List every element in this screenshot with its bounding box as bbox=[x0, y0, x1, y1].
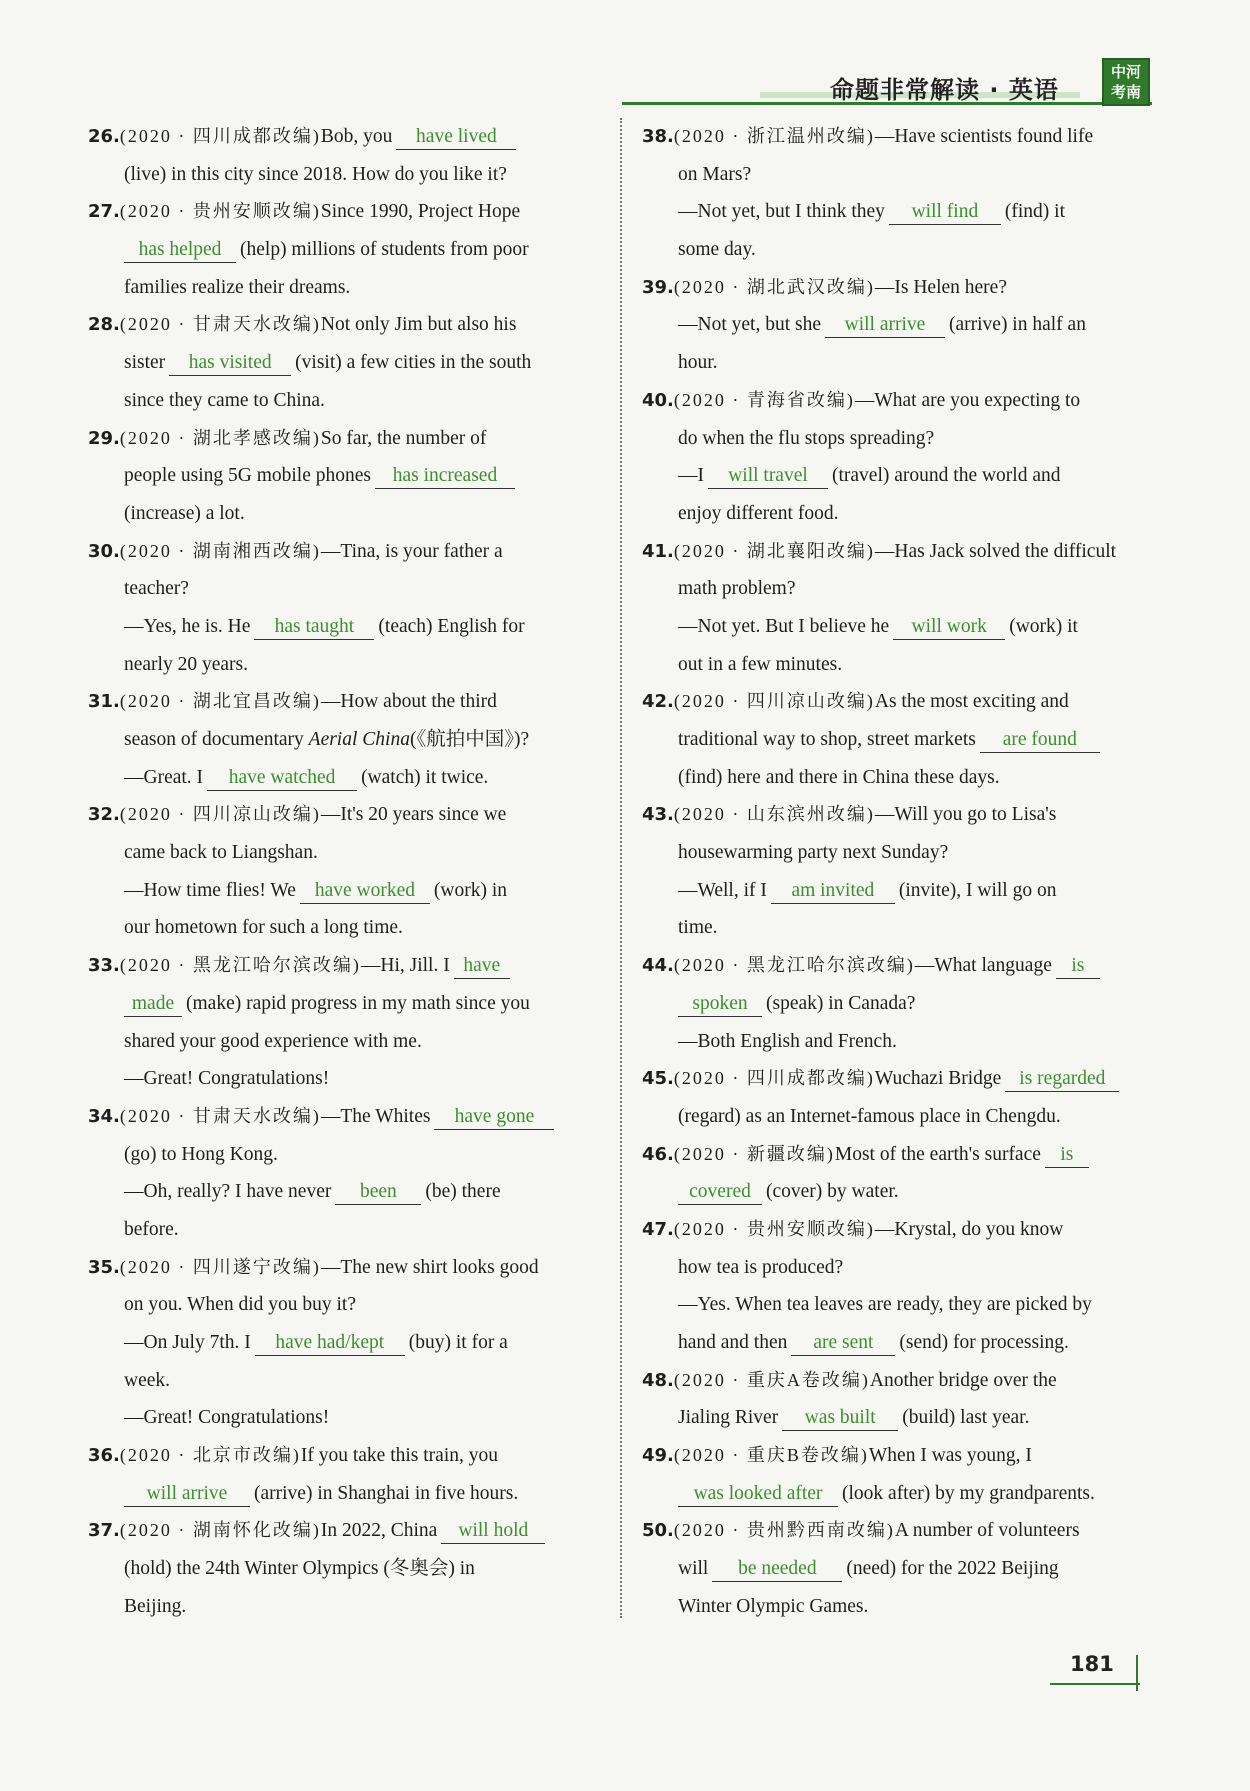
question-29: 29.(2020 · 湖北孝感改编)So far, the number of bbox=[88, 427, 487, 449]
text-line: —On July 7th. I have had/kept (buy) it for a bbox=[88, 1324, 600, 1362]
answer-blank: be needed bbox=[712, 1557, 842, 1582]
answer-blank: have worked bbox=[300, 879, 430, 904]
question-39: 39.(2020 · 湖北武汉改编)—Is Helen here? bbox=[642, 276, 1007, 298]
answer-blank: will work bbox=[893, 615, 1005, 640]
text-line: hand and then are sent (send) for processing. bbox=[642, 1324, 1152, 1362]
answer-blank: covered bbox=[678, 1180, 762, 1205]
text-line: —How time flies! We have worked (work) in bbox=[88, 872, 600, 910]
answer-blank: has increased bbox=[375, 464, 515, 489]
text-line: —Well, if I am invited (invite), I will go on bbox=[642, 872, 1152, 910]
answer-blank: is regarded bbox=[1005, 1067, 1119, 1092]
text-line: before. bbox=[124, 1218, 179, 1240]
text-line: season of documentary Aerial China(《航拍中国》)? bbox=[124, 729, 530, 750]
answer-blank: will travel bbox=[708, 464, 828, 489]
answer-blank: have had/kept bbox=[255, 1331, 405, 1356]
text-line: —Not yet. But I believe he will work (work) it bbox=[642, 608, 1152, 646]
answer-blank: was looked after bbox=[678, 1482, 838, 1507]
page-number: 181 bbox=[1070, 1652, 1114, 1676]
text-line: how tea is produced? bbox=[678, 1256, 844, 1278]
text-line: Beijing. bbox=[124, 1595, 187, 1617]
question-28: 28.(2020 · 甘肃天水改编)Not only Jim but also his bbox=[88, 314, 517, 336]
question-38: 38.(2020 · 浙江温州改编)—Have scientists found life bbox=[642, 126, 1094, 147]
text-line: (find) here and there in China these days. bbox=[678, 766, 1000, 788]
question-32: 32.(2020 · 四川凉山改编)—It's 20 years since we bbox=[88, 804, 507, 826]
text-line: (live) in this city since 2018. How do you like it? bbox=[124, 163, 507, 185]
question-37: 37.(2020 · 湖南怀化改编)In 2022, China will hold bbox=[88, 1512, 600, 1550]
question-40: 40.(2020 · 青海省改编)—What are you expecting to bbox=[642, 389, 1081, 411]
text-line: on Mars? bbox=[678, 163, 752, 185]
question-27: 27.(2020 · 贵州安顺改编)Since 1990, Project Hope bbox=[88, 201, 521, 223]
question-49: 49.(2020 · 重庆B卷改编)When I was young, I bbox=[642, 1445, 1032, 1467]
text-line: —Oh, really? I have never been (be) there bbox=[88, 1173, 600, 1211]
text-line: do when the flu stops spreading? bbox=[678, 427, 935, 449]
text-line: nearly 20 years. bbox=[124, 653, 248, 675]
question-43: 43.(2020 · 山东滨州改编)—Will you go to Lisa's bbox=[642, 804, 1057, 826]
text-line: —I will travel (travel) around the world and bbox=[642, 457, 1152, 495]
answer-blank: been bbox=[335, 1180, 421, 1205]
question-34: 34.(2020 · 甘肃天水改编)—The Whites have gone bbox=[88, 1098, 600, 1136]
answer-blank: will hold bbox=[441, 1519, 545, 1544]
question-31: 31.(2020 · 湖北宜昌改编)—How about the third bbox=[88, 691, 497, 713]
text-line: some day. bbox=[678, 239, 756, 261]
text-line: covered (cover) by water. bbox=[642, 1173, 1152, 1211]
answer-blank: have lived bbox=[396, 125, 516, 150]
question-44: 44.(2020 · 黑龙江哈尔滨改编)—What language is bbox=[642, 947, 1152, 985]
question-45: 45.(2020 · 四川成都改编)Wuchazi Bridge is regarded bbox=[642, 1060, 1152, 1098]
text-line: was looked after (look after) by my grandparents. bbox=[642, 1475, 1152, 1513]
column-divider bbox=[620, 118, 622, 1618]
question-30: 30.(2020 · 湖南湘西改编)—Tina, is your father a bbox=[88, 540, 503, 562]
answer-blank: are found bbox=[980, 728, 1100, 753]
question-26: 26.(2020 · 四川成都改编)Bob, you have lived bbox=[88, 118, 600, 156]
text-line: out in a few minutes. bbox=[678, 653, 843, 675]
answer-blank: will arrive bbox=[124, 1482, 250, 1507]
text-line: spoken (speak) in Canada? bbox=[642, 985, 1152, 1023]
text-line: Jialing River was built (build) last year. bbox=[642, 1399, 1152, 1437]
text-line: traditional way to shop, street markets are found bbox=[642, 721, 1152, 759]
text-line: (regard) as an Internet-famous place in Chengdu. bbox=[678, 1105, 1061, 1127]
answer-blank: is bbox=[1045, 1143, 1089, 1168]
text-line: people using 5G mobile phones has increased bbox=[88, 457, 600, 495]
question-33: 33.(2020 · 黑龙江哈尔滨改编)—Hi, Jill. I have bbox=[88, 947, 600, 985]
text-line: —Yes. When tea leaves are ready, they are picked by bbox=[678, 1294, 1092, 1316]
question-46: 46.(2020 · 新疆改编)Most of the earth's surface is bbox=[642, 1136, 1152, 1174]
text-line: week. bbox=[124, 1369, 171, 1391]
footer-tick bbox=[1136, 1655, 1138, 1691]
question-42: 42.(2020 · 四川凉山改编)As the most exciting and bbox=[642, 691, 1069, 713]
text-line: —Yes, he is. He has taught (teach) English for bbox=[88, 608, 600, 646]
answer-blank: will arrive bbox=[825, 313, 945, 338]
text-line: enjoy different food. bbox=[678, 502, 839, 524]
text-line: (increase) a lot. bbox=[124, 502, 245, 524]
answer-blank: has visited bbox=[169, 351, 291, 376]
text-line: housewarming party next Sunday? bbox=[678, 842, 949, 864]
text-line: shared your good experience with me. bbox=[124, 1030, 422, 1052]
left-column bbox=[88, 118, 600, 1626]
question-47: 47.(2020 · 贵州安顺改编)—Krystal, do you know bbox=[642, 1218, 1064, 1240]
text-line: sister has visited (visit) a few cities in the south bbox=[88, 344, 600, 382]
text-line: will arrive (arrive) in Shanghai in five hours. bbox=[88, 1475, 600, 1513]
text-line: math problem? bbox=[678, 578, 796, 600]
text-line: (go) to Hong Kong. bbox=[124, 1143, 278, 1165]
text-line: time. bbox=[678, 917, 718, 939]
answer-blank: has helped bbox=[124, 238, 236, 263]
text-line: —Great! Congratulations! bbox=[124, 1068, 330, 1090]
answer-blank: spoken bbox=[678, 992, 762, 1017]
text-line: hour. bbox=[678, 352, 718, 374]
answer-blank: is bbox=[1056, 954, 1100, 979]
header-title: 命题非常解读 · 英语 bbox=[830, 76, 1059, 104]
answer-blank: has taught bbox=[254, 615, 374, 640]
text-line: —Great. I have watched (watch) it twice. bbox=[88, 759, 600, 797]
answer-blank: was built bbox=[782, 1406, 898, 1431]
question-35: 35.(2020 · 四川遂宁改编)—The new shirt looks good bbox=[88, 1256, 539, 1278]
text-line: came back to Liangshan. bbox=[124, 842, 318, 864]
text-line: has helped (help) millions of students from poor bbox=[88, 231, 600, 269]
text-line: —Great! Congratulations! bbox=[124, 1407, 330, 1429]
footer-rule bbox=[1050, 1683, 1140, 1685]
question-41: 41.(2020 · 湖北襄阳改编)—Has Jack solved the difficult bbox=[642, 540, 1117, 562]
answer-blank: are sent bbox=[791, 1331, 895, 1356]
text-line: since they came to China. bbox=[124, 389, 325, 411]
text-line: —Not yet, but I think they will find (find) it bbox=[642, 193, 1152, 231]
text-line: made (make) rapid progress in my math since you bbox=[88, 985, 600, 1023]
answer-blank: have watched bbox=[207, 766, 357, 791]
text-line: —Both English and French. bbox=[678, 1030, 897, 1052]
text-line: (hold) the 24th Winter Olympics (冬奥会) in bbox=[124, 1558, 475, 1580]
answer-blank: am invited bbox=[771, 879, 895, 904]
text-line: families realize their dreams. bbox=[124, 276, 351, 298]
answer-blank: made bbox=[124, 992, 182, 1017]
brand-logo: 中河考南 bbox=[1102, 58, 1150, 106]
question-50: 50.(2020 · 贵州黔西南改编)A number of volunteers bbox=[642, 1520, 1080, 1542]
text-line: on you. When did you buy it? bbox=[124, 1294, 356, 1316]
question-36: 36.(2020 · 北京市改编)If you take this train, you bbox=[88, 1445, 498, 1467]
text-line: —Not yet, but she will arrive (arrive) in half an bbox=[642, 306, 1152, 344]
text-line: Winter Olympic Games. bbox=[678, 1595, 869, 1617]
text-line: will be needed (need) for the 2022 Beijing bbox=[642, 1550, 1152, 1588]
question-48: 48.(2020 · 重庆A卷改编)Another bridge over the bbox=[642, 1369, 1057, 1391]
text-line: teacher? bbox=[124, 578, 189, 600]
answer-blank: will find bbox=[889, 200, 1001, 225]
right-column bbox=[642, 118, 1152, 1626]
answer-blank: have gone bbox=[434, 1105, 554, 1130]
text-line: our hometown for such a long time. bbox=[124, 917, 403, 939]
answer-blank: have bbox=[454, 954, 510, 979]
